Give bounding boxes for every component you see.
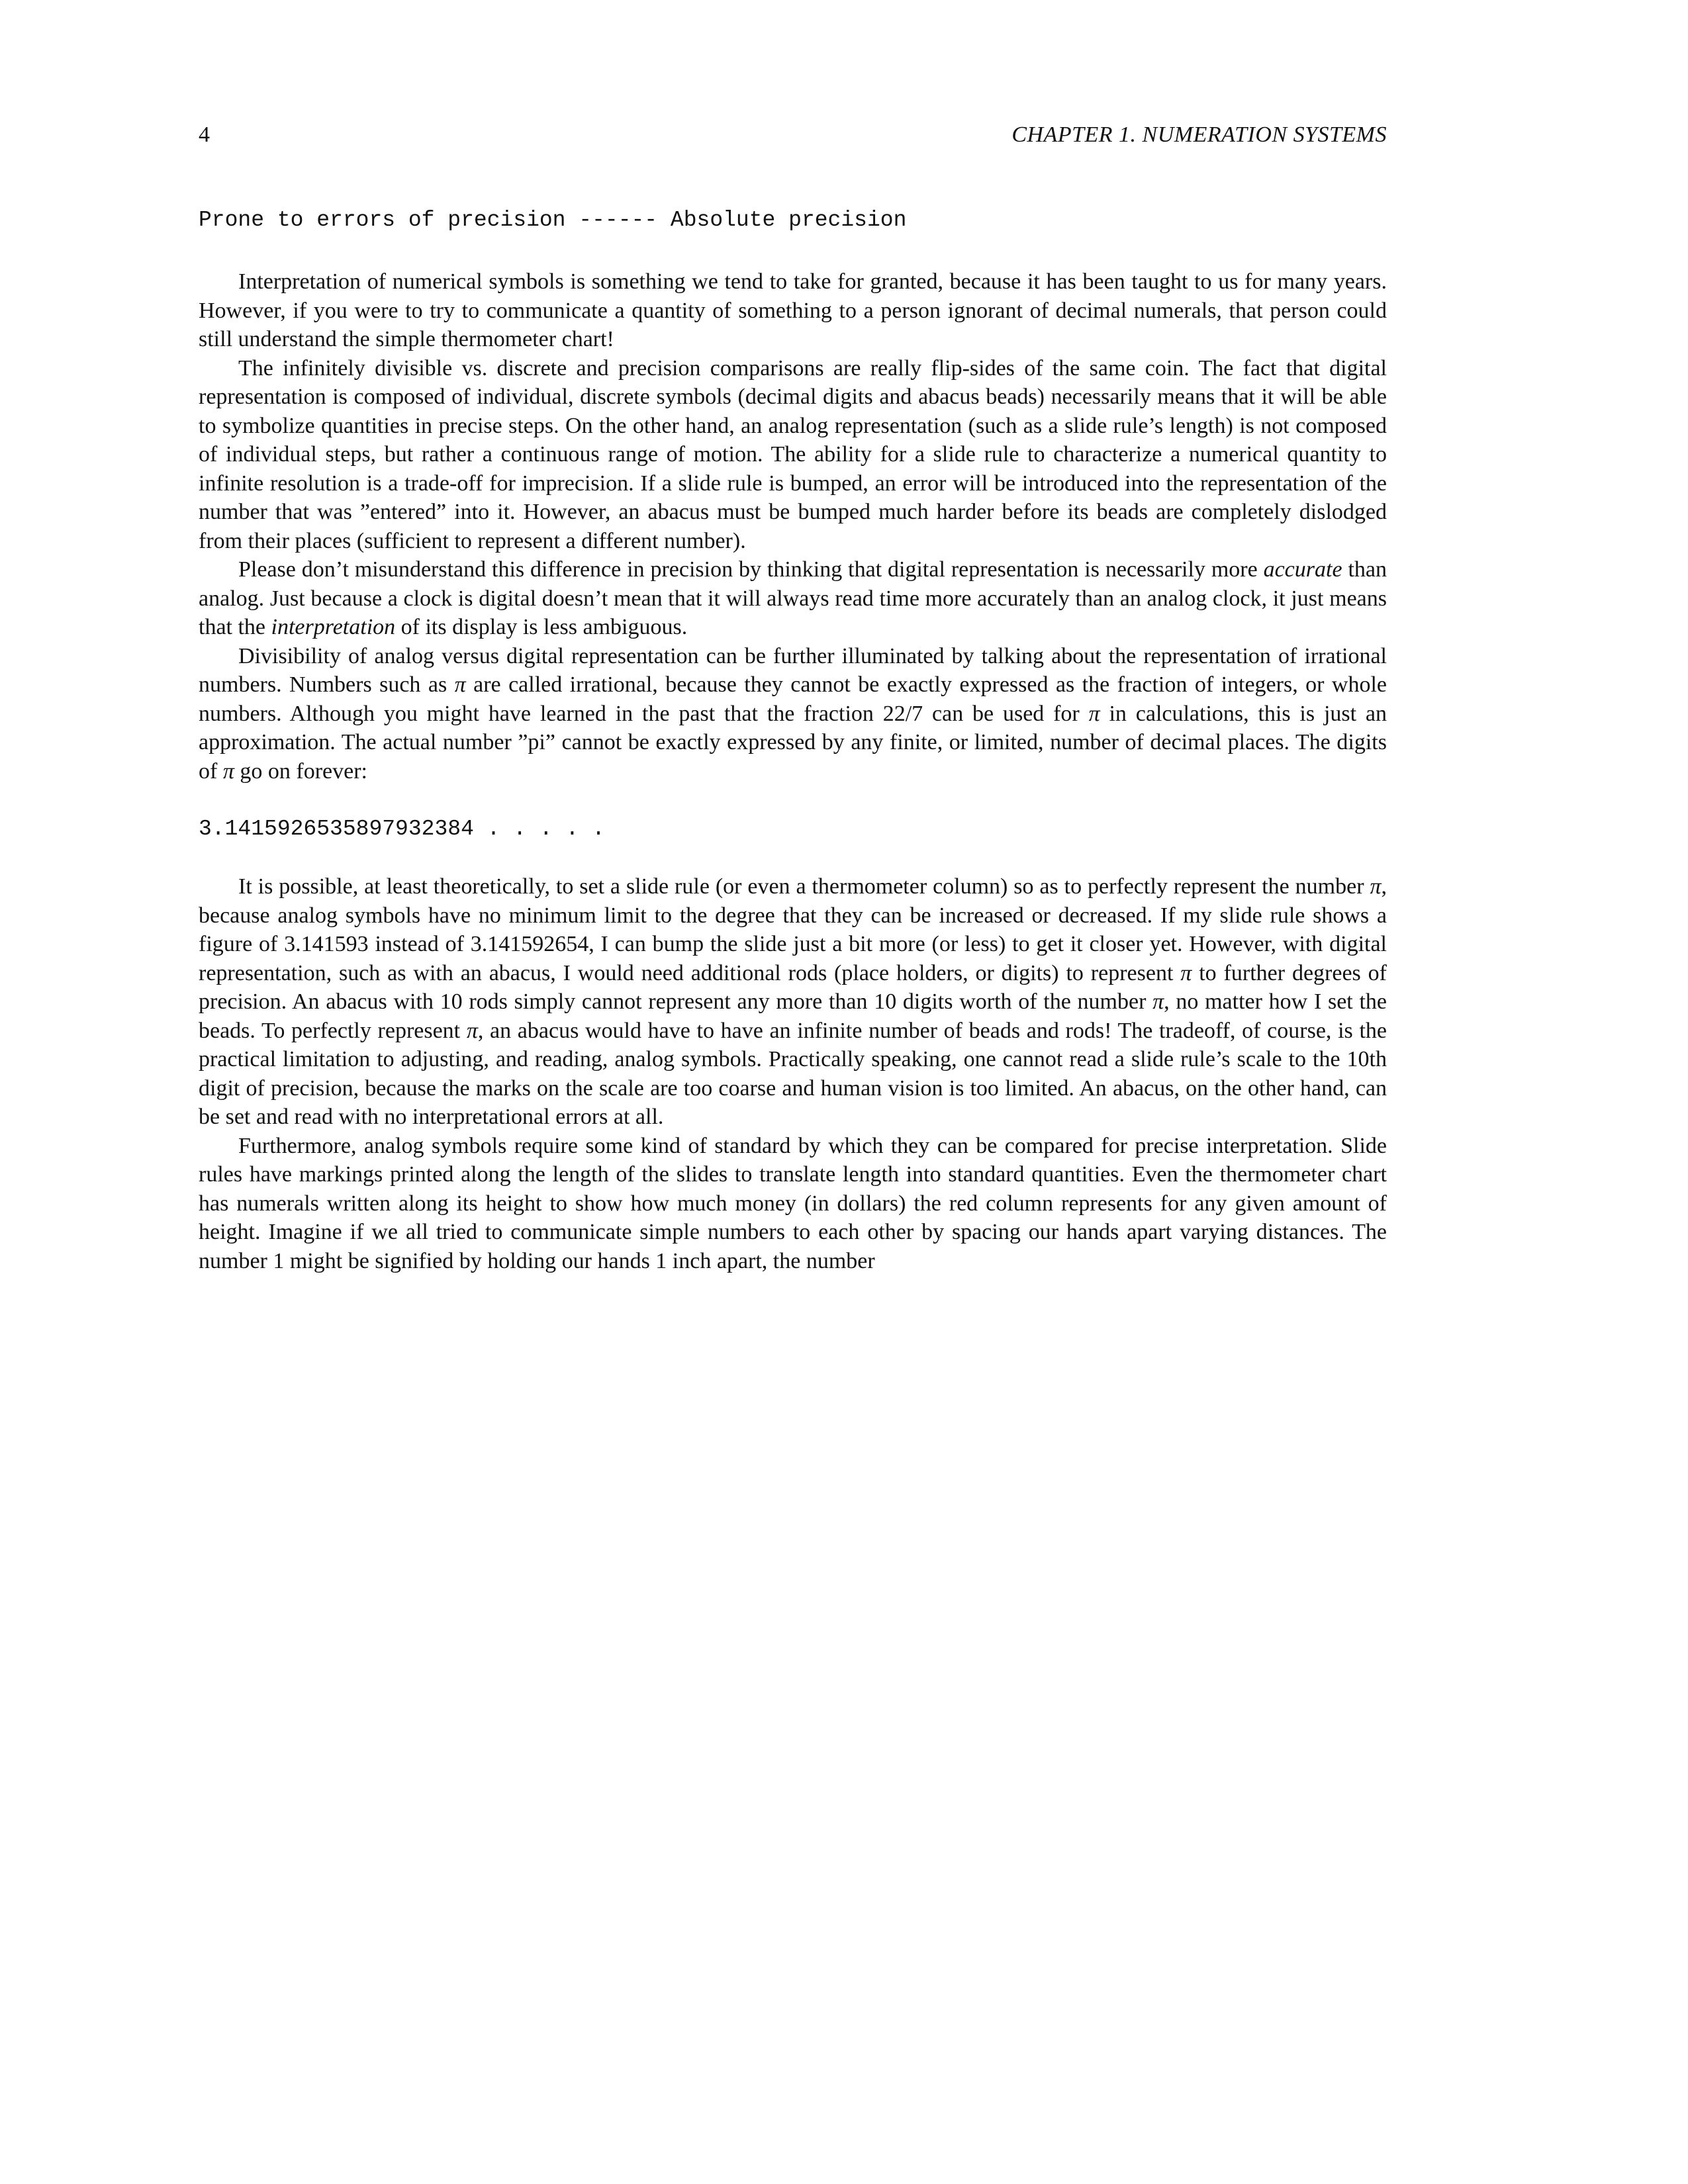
text-run: , no matter how I set the beads. To perfectly represent bbox=[199, 989, 1387, 1043]
text-run: than analog. Just because a clock is digital doesn’t mean that it will always read time more accurately than an analog clock, it just means that the bbox=[199, 557, 1387, 639]
italic-text: π bbox=[222, 758, 234, 784]
text-run: go on forever: bbox=[234, 758, 367, 784]
italic-text: π bbox=[1088, 701, 1100, 726]
paragraph bbox=[199, 267, 1387, 354]
page-number: 4 bbox=[199, 122, 210, 147]
monospace-line: Prone to errors of precision ------ Absolute precision bbox=[199, 208, 907, 232]
italic-text: π bbox=[1152, 989, 1164, 1014]
italic-text: π bbox=[454, 672, 466, 697]
text-run: Interpretation of numerical symbols is something we tend to take for granted, because it has been taught to us for many years. However, if you were to try to communicate a quantity of something to a person ignorant of decimal numerals, that person could still understand the simple thermometer chart! bbox=[199, 269, 1387, 351]
paragraph bbox=[199, 872, 1387, 1132]
text-run: to further degrees of precision. An abacus with 10 rods simply cannot represent any more than 10 digits worth of the number bbox=[199, 960, 1387, 1014]
chapter-title: CHAPTER 1. NUMERATION SYSTEMS bbox=[1011, 122, 1387, 147]
text-run: Furthermore, analog symbols require some kind of standard by which they can be compared for precise interpretation. Slide rules have markings printed along the length of the slides to translate length into standard quantities. Even the thermometer chart has numerals written along its height to show how much money (in dollars) the red column represents for any given amount of height. Imagine if we all tried to communicate simple numbers to each other by spacing our hands apart varying distances. The number 1 might be signified by holding our hands 1 inch apart, the number bbox=[199, 1133, 1387, 1273]
text-run: , an abacus would have to have an infinite number of beads and rods! The tradeoff, of course, is the practical limitation to adjusting, and reading, analog symbols. Practically speaking, one cannot read a slide rule’s scale to the 10th digit of precision, because the marks on the scale are too coarse and human vision is too limited. An abacus, on the other hand, can be set and read with no interpretational errors at all. bbox=[199, 1018, 1387, 1129]
text-run: of its display is less ambiguous. bbox=[395, 615, 688, 639]
paragraph bbox=[199, 1132, 1387, 1276]
text-run: Divisibility of analog versus digital representation can be further illuminated by talking about the representation of irrational numbers. Numbers such as bbox=[199, 643, 1387, 697]
italic-text: π bbox=[1370, 874, 1382, 899]
page-header bbox=[199, 122, 1387, 148]
monospace-line: 3.1415926535897932384 . . . . . bbox=[199, 817, 605, 841]
italic-text: π bbox=[466, 1018, 478, 1043]
italic-text: accurate bbox=[1263, 557, 1342, 582]
text-run: are called irrational, because they cannot be exactly expressed as the fraction of integers, or whole numbers. Although you might have learned in the past that the fraction 22/7 can be used for bbox=[199, 672, 1387, 726]
text-run: , because analog symbols have no minimum limit to the degree that they can be increased or decreased. If my slide rule shows a figure of 3.141593 instead of 3.141592654, I can bump the slide just a bit more (or less) to get it closer yet. However, with digital representation, such as with an abacus, I would need additional rods (place holders, or digits) to represent bbox=[199, 874, 1387, 985]
text-run: The infinitely divisible vs. discrete and precision comparisons are really flip-sides of the same coin. The fact that digital representation is composed of individual, discrete symbols (decimal digits and abacus beads) necessarily means that it will be able to symbolize quantities in precise steps. On the other hand, an analog representation (such as a slide rule’s length) is not composed of individual steps, but rather a continuous range of motion. The ability for a slide rule to characterize a numerical quantity to infinite resolution is a trade-off for imprecision. If a slide rule is bumped, an error will be introduced into the representation of the number that was ”entered” into it. However, an abacus must be bumped much harder before its beads are completely dislodged from their places (sufficient to represent a different number). bbox=[199, 355, 1387, 553]
paragraph bbox=[199, 642, 1387, 786]
italic-text: π bbox=[1180, 960, 1192, 985]
paragraph bbox=[199, 354, 1387, 556]
content-blocks bbox=[199, 206, 1387, 1275]
text-run: Please don’t misunderstand this difference in precision by thinking that digital representation is necessarily more bbox=[238, 557, 1264, 582]
paragraph bbox=[199, 555, 1387, 642]
italic-text: interpretation bbox=[271, 615, 396, 639]
text-run: in calculations, this is just an approximation. The actual number ”pi” cannot be exactly expressed by any finite, or limited, number of decimal places. The digits of bbox=[199, 701, 1387, 784]
text-run: It is possible, at least theoretically, to set a slide rule (or even a thermometer column) so as to perfectly represent the number bbox=[238, 874, 1370, 899]
